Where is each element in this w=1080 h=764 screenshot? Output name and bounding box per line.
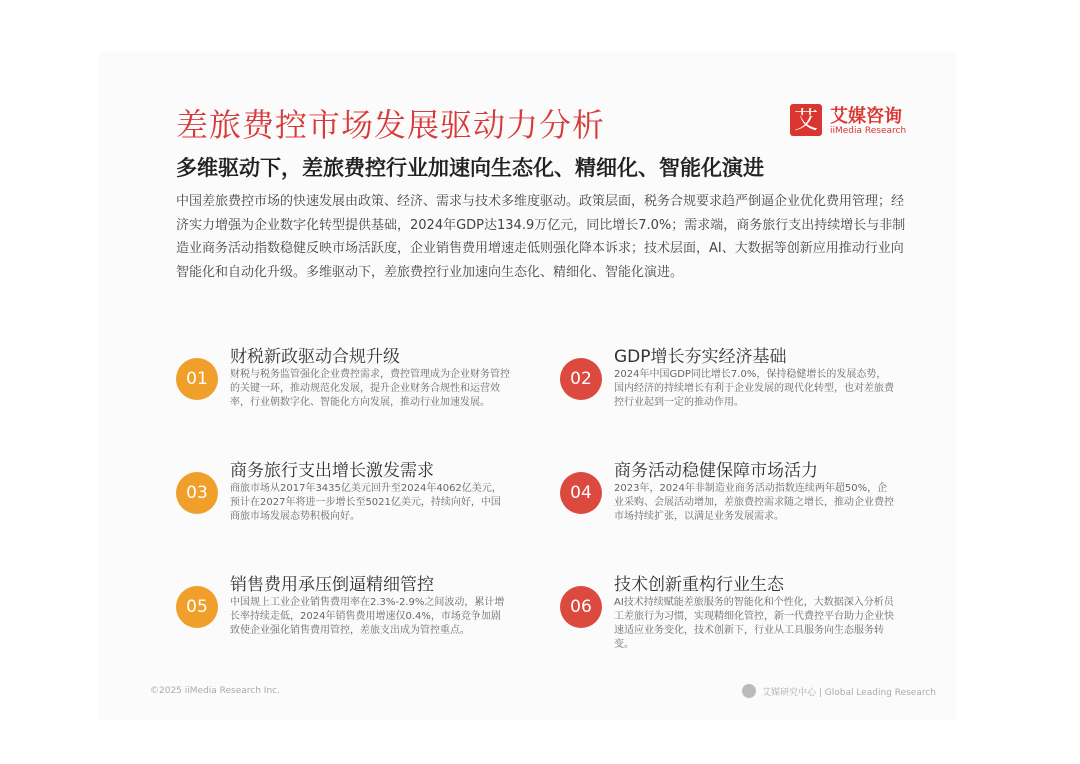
number-badge: 05: [176, 586, 218, 628]
card-title: 销售费用承压倒逼精细管控: [230, 575, 434, 595]
card-title: 商务旅行支出增长激发需求: [230, 461, 434, 481]
driver-card-05: [176, 575, 505, 676]
footer-brand-text: 艾媒研究中心 | Global Leading Research: [762, 688, 937, 698]
card-description: 2023年，2024年非制造业商务活动指数连续两年超50%，企业采购、会展活动增加，差旅费控需求随之增长，推动企业费控市场持续扩张，以满足业务发展需求。: [614, 483, 894, 522]
card-description: 中国规上工业企业销售费用率在2.3%-2.9%之间波动，累计增长率持续走低，2024年销售费用增速仅0.4%，市场竞争加剧致使企业强化销售费用管控，差旅支出成为管控重点。: [230, 597, 505, 636]
driver-card-01: [176, 347, 510, 448]
card-title: 商务活动稳健保障市场活力: [614, 461, 818, 481]
driver-card-03: [176, 461, 502, 562]
footer-copyright: ©2025 iiMedia Research Inc.: [150, 686, 280, 696]
page-title: 差旅费控市场发展驱动力分析: [176, 106, 606, 144]
card-description: AI技术持续赋能差旅服务的智能化和个性化，大数据深入分析员工差旅行为习惯，实现精细化管控，新一代费控平台助力企业快速适应业务变化，技术创新下，行业从工具服务向生态服务转变。: [614, 597, 894, 650]
page-subtitle: 多维驱动下，差旅费控行业加速向生态化、精细化、智能化演进: [176, 156, 764, 180]
number-badge: 06: [560, 586, 602, 628]
number-badge: 03: [176, 472, 218, 514]
card-description: 2024年中国GDP同比增长7.0%，保持稳健增长的发展态势，国内经济的持续增长有利于企业发展的现代化转型，也对差旅费控行业起到一定的推动作用。: [614, 369, 894, 408]
number-badge: 02: [560, 358, 602, 400]
intro-paragraph: 中国差旅费控市场的快速发展由政策、经济、需求与技术多维度驱动。政策层面，税务合规要求趋严倒逼企业优化费用管理；经济实力增强为企业数字化转型提供基础，2024年GDP达134.9万亿元，同比增长7.0%；需求端，商务旅行支出持续增长与非制造业商务活动指数稳健反映市场活跃度，企业销售费用增速走低则强化降本诉求；技术层面，AI、大数据等创新应用推动行业向智能化和自动化升级。多维驱动下，差旅费控行业加速向生态化、精细化、智能化演进。: [176, 194, 906, 280]
brand-icon: [742, 684, 756, 698]
logo-mark: 艾: [790, 104, 822, 136]
card-description: 商旅市场从2017年3435亿美元回升至2024年4062亿美元，预计在2027年将进一步增长至5021亿美元，持续向好，中国商旅市场发展态势积极向好。: [230, 483, 502, 522]
card-title: 技术创新重构行业生态: [614, 575, 784, 595]
card-title: 财税新政驱动合规升级: [230, 347, 400, 367]
number-badge: 04: [560, 472, 602, 514]
number-badge: 01: [176, 358, 218, 400]
driver-card-06: [560, 575, 894, 676]
driver-card-02: [560, 347, 894, 448]
logo-name: 艾媒咨询: [830, 106, 902, 127]
driver-card-04: [560, 461, 894, 562]
footer-brand: [742, 684, 942, 700]
card-description: 财税与税务监管强化企业费控需求，费控管理成为企业财务管控的关键一环，推动规范化发展，提升企业财务合规性和运营效率，行业朝数字化、智能化方向发展，推动行业加速发展。: [230, 369, 510, 408]
logo-name-en: iiMedia Research: [830, 126, 907, 136]
card-title: GDP增长夯实经济基础: [614, 347, 787, 367]
